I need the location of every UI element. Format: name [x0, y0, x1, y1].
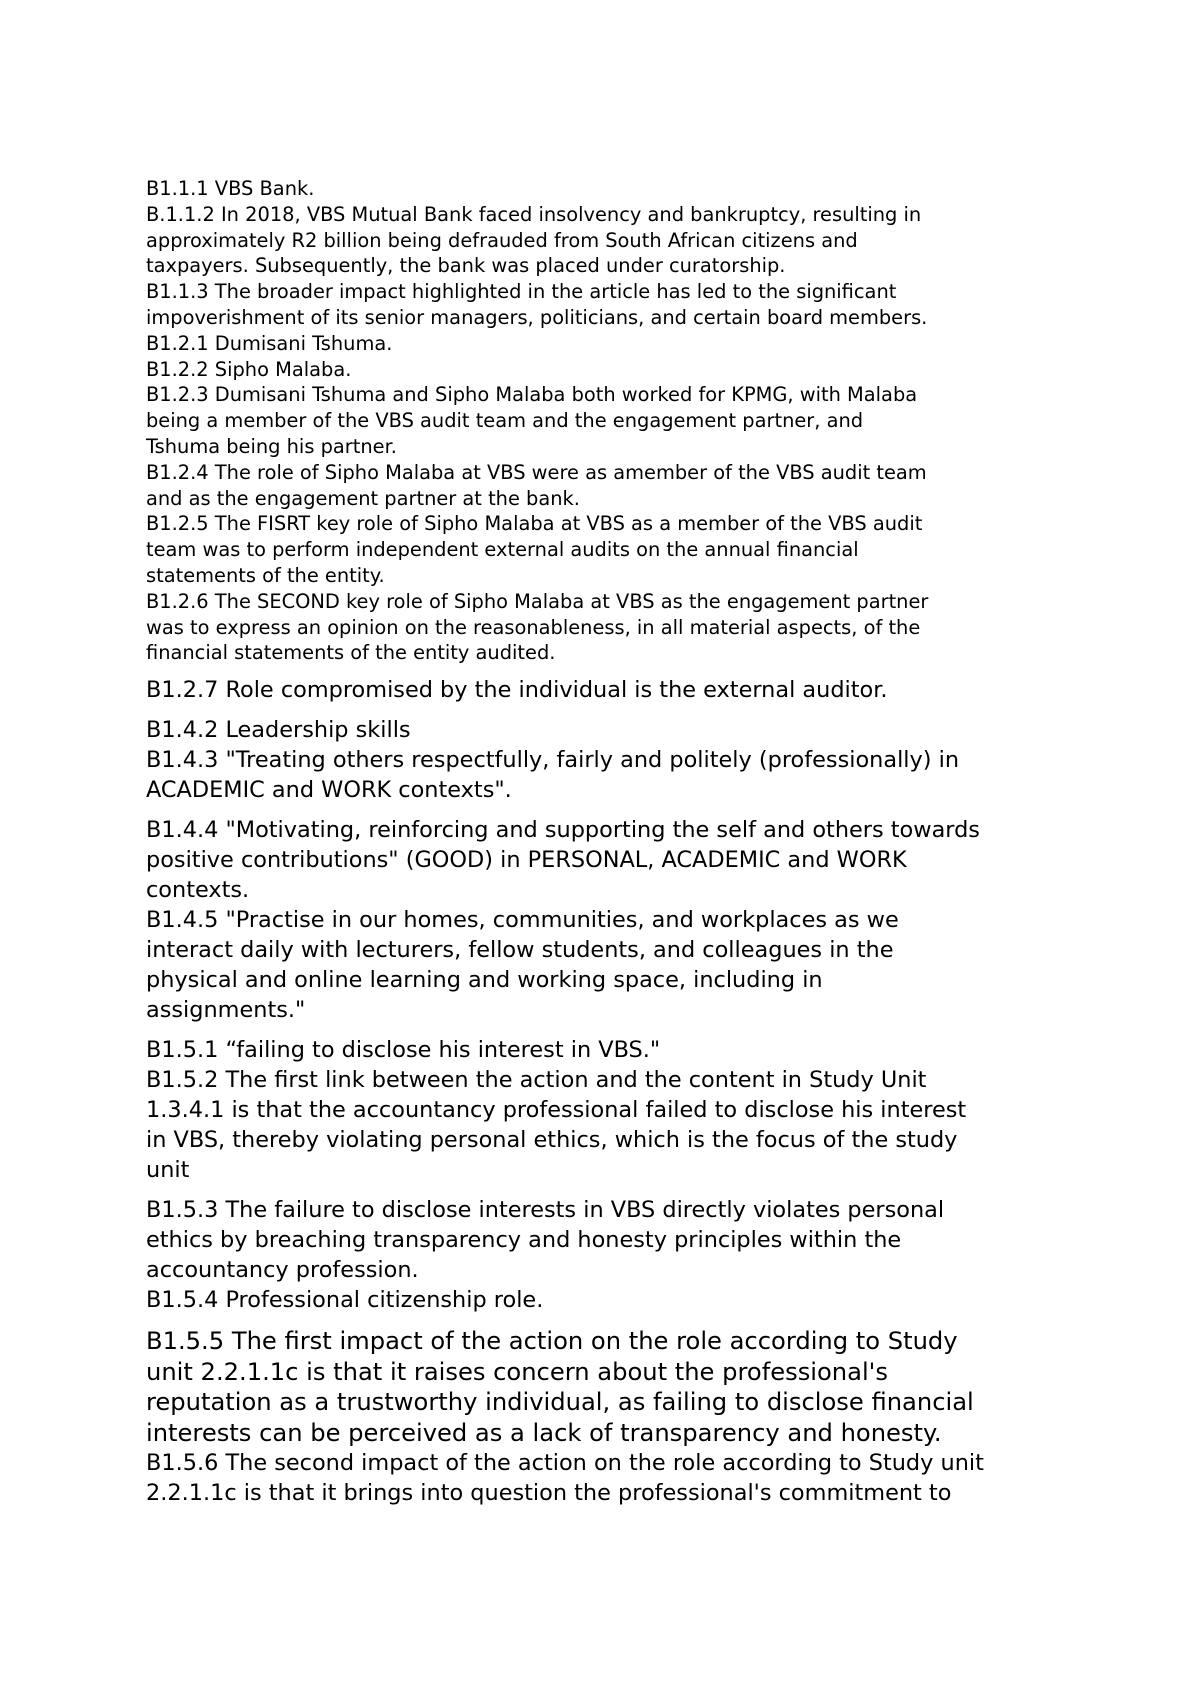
answer-b152: B1.5.2 The first link between the action and the content in Study Unit 1.3.4.1 is that the accountancy professional failed to disclose his interest in VBS, thereby violating personal ethics, which is the focus of the study unit: [146, 1067, 967, 1184]
answer-b127: B1.2.7 Role compromised by the individual is the external auditor.: [146, 677, 888, 704]
answer-b125: B1.2.5 The FISRT key role of Sipho Malaba at VBS as a member of the VBS audit team was to perform independent external audits on the annual financial statements of the entity.: [146, 512, 923, 587]
document-page: [146, 176, 1086, 1508]
answer-b153: B1.5.3 The failure to disclose interests in VBS directly violates personal ethics by breaching transparency and honesty principles within the accountancy profession.: [146, 1197, 945, 1284]
answer-b156: B1.5.6 The second impact of the action on the role according to Study unit 2.2.1.1c is that it brings into question the professional's commitment to: [146, 1450, 984, 1507]
answer-b111: B1.1.1 VBS Bank.: [146, 177, 315, 200]
answer-b124: B1.2.4 The role of Sipho Malaba at VBS were as amember of the VBS audit team and as the engagement partner at the bank.: [146, 460, 927, 510]
answer-b151: B1.5.1 “failing to disclose his interest in VBS.": [146, 1037, 661, 1064]
answer-b122: B1.2.2 Sipho Malaba.: [146, 357, 352, 381]
answer-b144: B1.4.4 "Motivating, reinforcing and supporting the self and others towards positive contributions" (GOOD) in PERSONAL, ACADEMIC and WORK contexts.: [146, 817, 980, 904]
answer-b123: B1.2.3 Dumisani Tshuma and Sipho Malaba both worked for KPMG, with Malaba being a member of the VBS audit team and the engagement partner, and Tshuma being his partner.: [146, 383, 918, 458]
answer-b113: B1.1.3 The broader impact highlighted in the article has led to the significant impoverishment of its senior managers, politicians, and certain board members.: [146, 280, 928, 329]
answer-b155: B1.5.5 The first impact of the action on the role according to Study unit 2.2.1.1c is that it raises concern about the professional's reputation as a trustworthy individual, as failing to disclose financial interests can be perceived as a lack of transparency and honesty.: [146, 1327, 974, 1447]
answer-b126: B1.2.6 The SECOND key role of Sipho Malaba at VBS as the engagement partner was to express an opinion on the reasonableness, in all material aspects, of the financial statements of the entity audited.: [146, 589, 929, 665]
answer-b142: B1.4.2 Leadership skills: [146, 717, 411, 744]
answer-b154: B1.5.4 Professional citizenship role.: [146, 1287, 544, 1314]
answer-b121: B1.2.1 Dumisani Tshuma.: [146, 331, 393, 355]
answer-b145: B1.4.5 "Practise in our homes, communities, and workplaces as we interact daily with lecturers, fellow students, and colleagues in the physical and online learning and working space, including in assignments.": [146, 907, 899, 1024]
answer-b112: B.1.1.2 In 2018, VBS Mutual Bank faced insolvency and bankruptcy, resulting in approximately R2 billion being defrauded from South African citizens and taxpayers. Subsequently, the bank was placed under curatorship.: [146, 202, 922, 278]
answer-b143: B1.4.3 "Treating others respectfully, fairly and politely (professionally) in ACADEMIC and WORK contexts".: [146, 747, 960, 804]
